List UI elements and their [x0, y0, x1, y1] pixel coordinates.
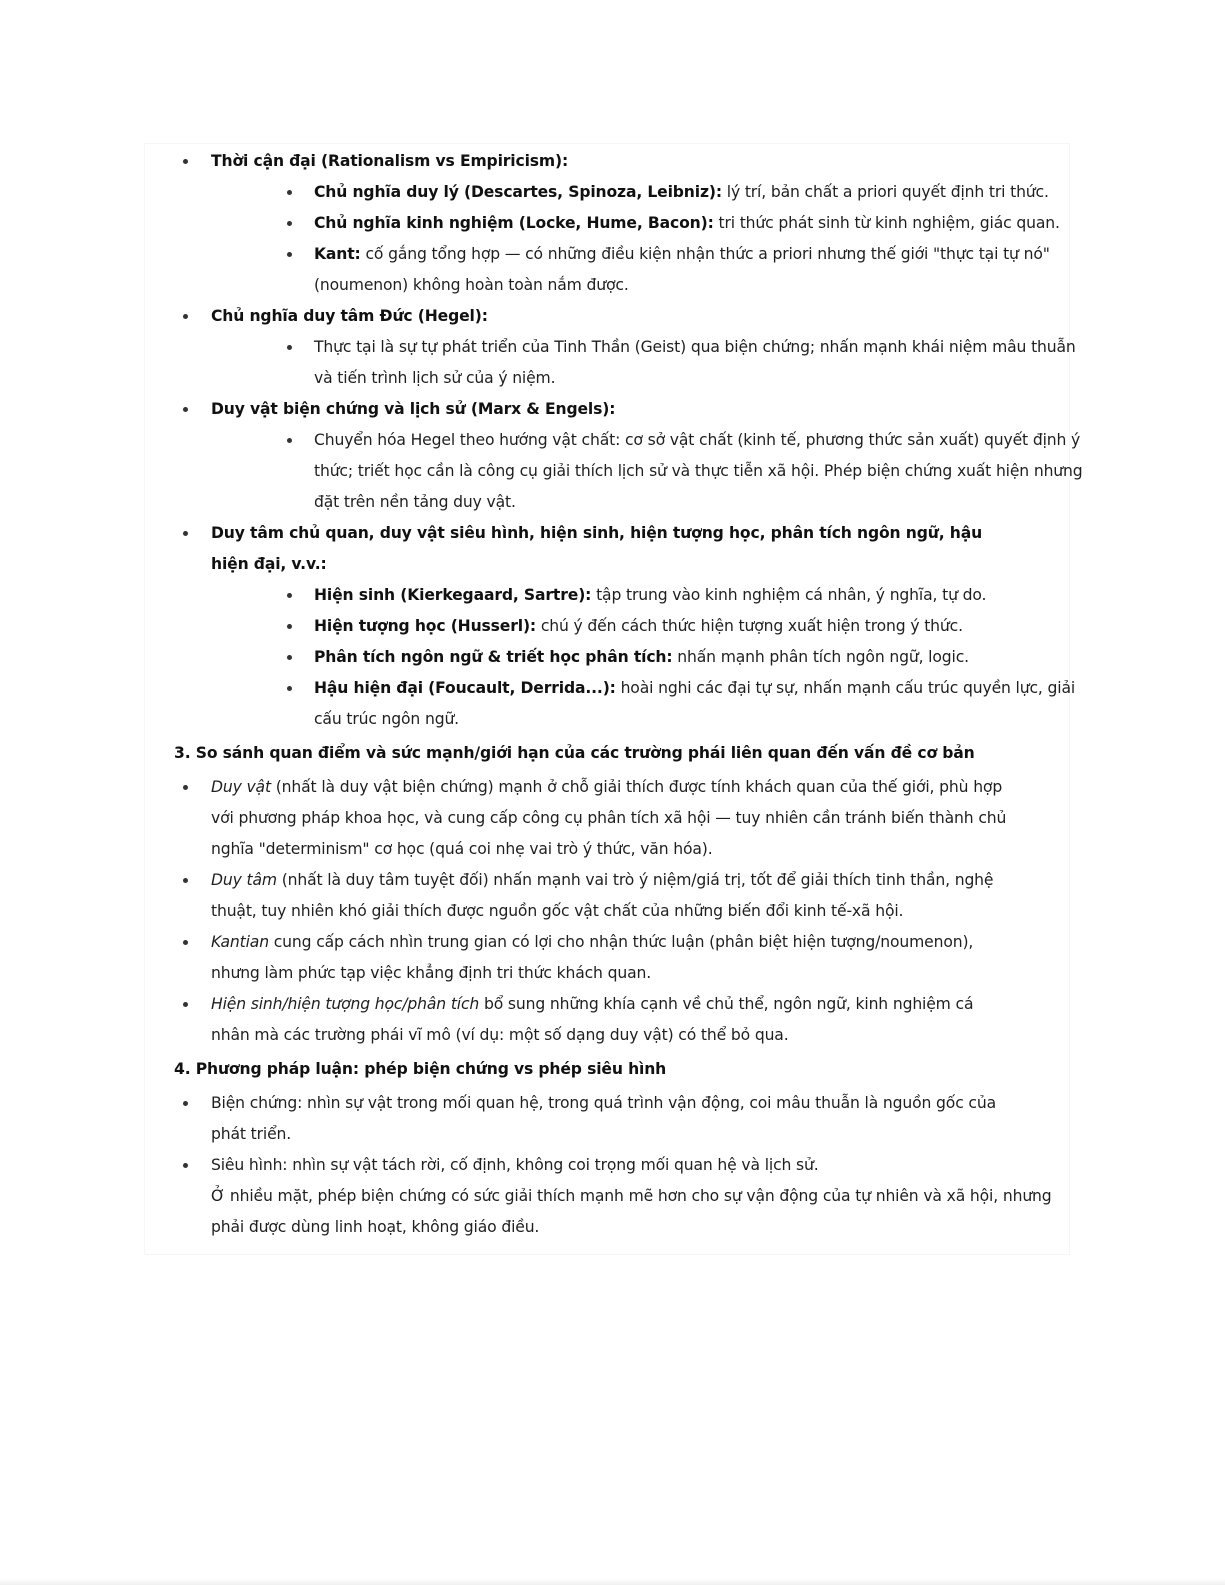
list-item-existential-comparison: Hiện sinh/hiện tượng học/phân tích bổ sung những khía cạnh về chủ thể, ngôn ngữ, kinh nghiệm cá nhân mà các trường phái vĩ mô (ví dụ: một số dạng duy vật) có thể bỏ qua.: [144, 989, 1011, 1051]
other-schools-label: Duy tâm chủ quan, duy vật siêu hình, hiện sinh, hiện tượng học, phân tích ngôn ngữ, hậu hiện đại, v.v.:: [211, 524, 983, 573]
list-item-other-schools: [144, 518, 1076, 735]
section-3-list: [144, 772, 1070, 1051]
section-3-heading: 3. So sánh quan điểm và sức mạnh/giới hạn của các trường phái liên quan đến vấn đề cơ bản: [174, 744, 975, 762]
list-item-dialectical-materialism: [144, 394, 1083, 518]
dialectical-materialism-label: Duy vật biện chứng và lịch sử (Marx & Engels):: [211, 400, 616, 418]
philosophy-periods-list: [144, 146, 1083, 735]
list-item-kant: Kant: cố gắng tổng hợp — có những điều kiện nhận thức a priori nhưng thế giới "thực tại tự nó" (noumenon) không hoàn toàn nắm được.: [211, 239, 1084, 301]
list-item-marx-hegel: Chuyển hóa Hegel theo hướng vật chất: cơ sở vật chất (kinh tế, phương thức sản xuất) quyết định ý thức; triết học cần là công cụ giải thích lịch sử và thực tiễn xã hội. Phép biện chứng xuất hiện nhưng đặt trên nền tảng duy vật.: [211, 425, 1084, 518]
list-item-dialectics: Biện chứng: nhìn sự vật trong mối quan hệ, trong quá trình vận động, coi mâu thuẫn là nguồn gốc của phát triển.: [144, 1088, 1011, 1150]
modern-era-sublist: [211, 177, 1060, 301]
list-item-hegel-reality: Thực tại là sự tự phát triển của Tinh Thần (Geist) qua biện chứng; nhấn mạnh khái niệm mâu thuẫn và tiến trình lịch sử của ý niệm.: [211, 332, 1084, 394]
list-item-existentialism: Hiện sinh (Kierkegaard, Sartre): tập trung vào kinh nghiệm cá nhân, ý nghĩa, tự do.: [211, 580, 1084, 611]
list-item-german-idealism: [144, 301, 1076, 394]
list-item-empiricism: Chủ nghĩa kinh nghiệm (Locke, Hume, Bacon): tri thức phát sinh từ kinh nghiệm, giác quan.: [211, 208, 1084, 239]
section-4-heading: 4. Phương pháp luận: phép biện chứng vs phép siêu hình: [174, 1060, 667, 1078]
list-item-kantian-comparison: Kantian cung cấp cách nhìn trung gian có lợi cho nhận thức luận (phân biệt hiện tượng/noumenon), nhưng làm phức tạp việc khẳng định tri thức khách quan.: [144, 927, 1011, 989]
document-content: [144, 143, 1083, 1255]
section-4-conclusion: Ở nhiều mặt, phép biện chứng có sức giải thích mạnh mẽ hơn cho sự vận động của tự nhiên và xã hội, nhưng phải được dùng linh hoạt, không giáo điều.: [211, 1187, 1052, 1236]
list-item-rationalism: Chủ nghĩa duy lý (Descartes, Spinoza, Leibniz): lý trí, bản chất a priori quyết định tri thức.: [211, 177, 1084, 208]
list-item-postmodernism: Hậu hiện đại (Foucault, Derrida...): hoài nghi các đại tự sự, nhấn mạnh cấu trúc quyền lực, giải cấu trúc ngôn ngữ.: [211, 673, 1084, 735]
list-item-materialism-comparison: Duy vật (nhất là duy vật biện chứng) mạnh ở chỗ giải thích được tính khách quan của thế giới, phù hợp với phương pháp khoa học, và cung cấp công cụ phân tích xã hội — tuy nhiên cần tránh biến thành chủ nghĩa "determinism" cơ học (quá coi nhẹ vai trò ý thức, văn hóa).: [144, 772, 1011, 865]
section-4-list: [144, 1088, 1070, 1181]
german-idealism-label: Chủ nghĩa duy tâm Đức (Hegel):: [211, 307, 488, 325]
list-item-analytic-philosophy: Phân tích ngôn ngữ & triết học phân tích: nhấn mạnh phân tích ngôn ngữ, logic.: [211, 642, 1084, 673]
other-schools-sublist: [211, 580, 1076, 735]
list-item-idealism-comparison: Duy tâm (nhất là duy tâm tuyệt đối) nhấn mạnh vai trò ý niệm/giá trị, tốt để giải thích tinh thần, nghệ thuật, tuy nhiên khó giải thích được nguồn gốc vật chất của những biến đổi kinh tế-xã hội.: [144, 865, 1011, 927]
list-item-modern-era: [144, 146, 1060, 301]
modern-era-label: Thời cận đại (Rationalism vs Empiricism):: [211, 152, 569, 170]
list-item-phenomenology: Hiện tượng học (Husserl): chú ý đến cách thức hiện tượng xuất hiện trong ý thức.: [211, 611, 1084, 642]
list-item-metaphysics: Siêu hình: nhìn sự vật tách rời, cố định, không coi trọng mối quan hệ và lịch sử.: [144, 1150, 1011, 1181]
german-idealism-sublist: [211, 332, 1076, 394]
dialectical-materialism-sublist: [211, 425, 1083, 518]
page-bottom-edge: [0, 1578, 1225, 1585]
